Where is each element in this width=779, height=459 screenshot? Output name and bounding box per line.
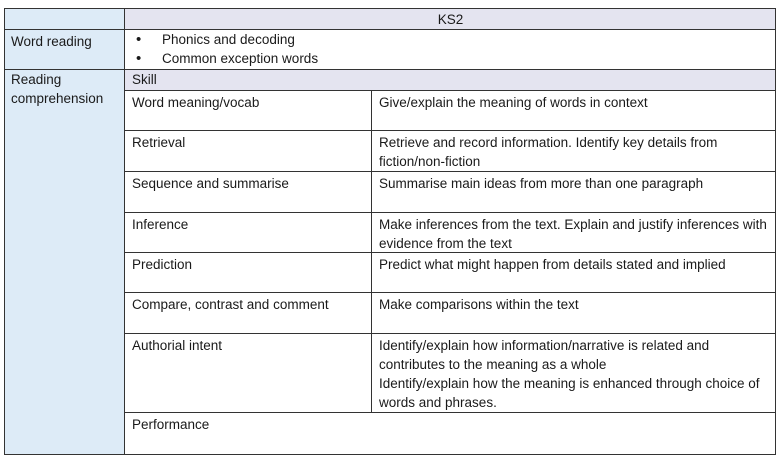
row-divider [4,29,776,30]
description-text: Identify/explain how information/narrative is related and contributes to the meaning as a whole [379,338,710,372]
row-divider [4,69,776,70]
table-row-skill: Retrieval [132,135,186,150]
stage-header: KS2 [125,9,776,29]
word-reading-content [125,29,776,69]
table-row-skill: Compare, contrast and comment [132,297,329,312]
table-row-description [372,333,776,412]
reading-comprehension-label-line2: comprehension [11,91,104,106]
table-row-description: Retrieve and record information. Identify key details from fiction/non-fiction [379,135,718,169]
table-row-skill: Performance [132,417,210,432]
border-top [4,8,776,9]
divider-skill-column [371,90,372,412]
table-row-skill: Inference [132,217,189,232]
table-row-description: Give/explain the meaning of words in context [379,95,648,110]
table-row-skill: Sequence and summarise [132,176,289,191]
table-row-skill: Word meaning/vocab [132,95,260,110]
row-divider [124,171,776,172]
row-divider [124,292,776,293]
word-reading-label: Word reading [4,29,125,69]
border-right [775,8,776,455]
table-row-description: Make comparisons within the text [379,297,579,312]
table-row-description: Make inferences from the text. Explain and justify inferences with evidence from the text [379,217,767,251]
skill-header: Skill [125,69,776,90]
reading-comprehension-label [4,69,125,455]
row-divider [124,90,776,91]
table-row-description: Predict what might happen from details stated and implied [379,257,726,272]
border-bottom [4,454,776,455]
row-divider [124,333,776,334]
row-divider [124,412,776,413]
table-row-description: Summarise main ideas from more than one paragraph [379,176,704,191]
table-row-skill: Prediction [132,257,193,272]
divider-label-column [124,8,125,455]
row-divider [124,252,776,253]
corner-cell [4,9,125,29]
list-item: • Common exception words [132,49,770,68]
border-left [4,8,5,455]
description-text: Identify/explain how the meaning is enhanced through choice of words and phrases. [379,376,760,410]
reading-comprehension-label-line1: Reading [11,72,62,87]
table-row-skill: Authorial intent [132,338,223,353]
row-divider [124,212,776,213]
list-item: • Phonics and decoding [132,30,770,49]
row-divider [124,130,776,131]
